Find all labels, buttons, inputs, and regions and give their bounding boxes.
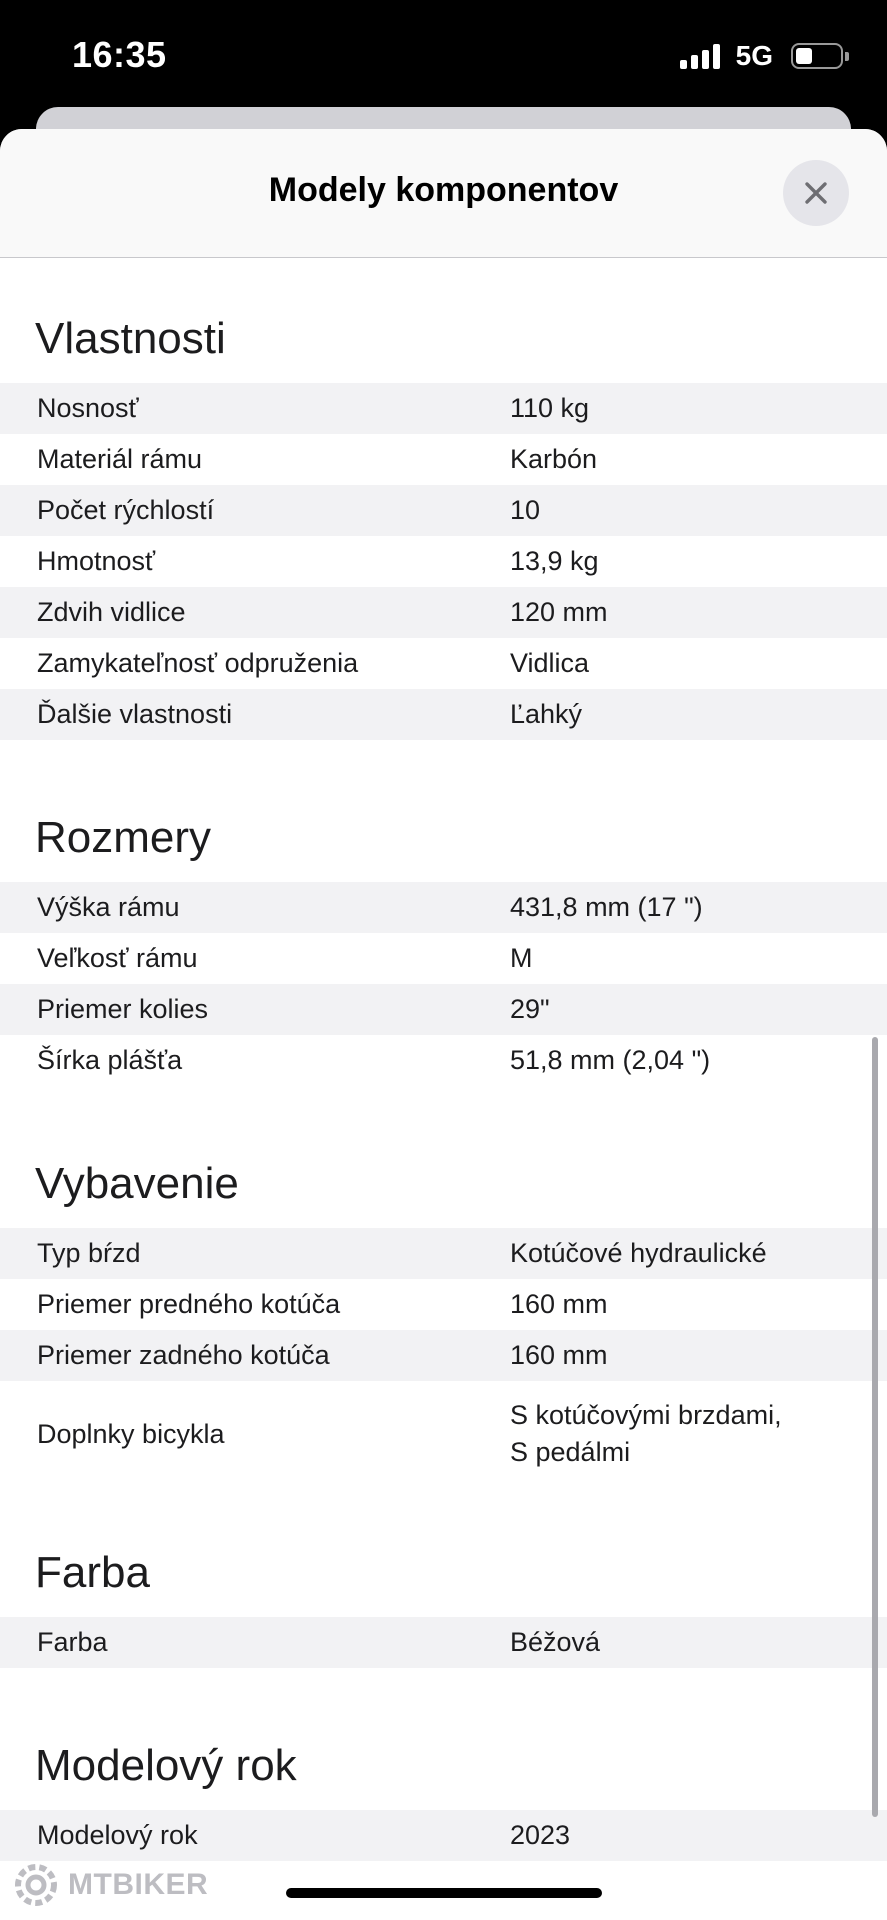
- row-value: Vidlica: [510, 648, 590, 678]
- row-value: 29": [510, 994, 550, 1024]
- row-value-line: S pedálmi: [510, 1437, 631, 1467]
- list-item: [0, 1279, 887, 1330]
- row-label: Šírka plášťa: [37, 1045, 183, 1075]
- row-label: Počet rýchlostí: [37, 495, 215, 525]
- section-title-modelovy-rok: Modelový rok: [35, 1741, 297, 1790]
- row-value: 51,8 mm (2,04 "): [510, 1045, 711, 1075]
- list-item: [0, 1035, 887, 1086]
- row-value: 120 mm: [510, 597, 608, 627]
- section-title-farba: Farba: [35, 1548, 150, 1597]
- sheet-title: Modely komponentov: [268, 171, 619, 209]
- row-value: 110 kg: [510, 393, 590, 423]
- mtbiker-logo-icon: [12, 1861, 60, 1909]
- list-item: [0, 383, 887, 434]
- close-icon: [801, 178, 831, 208]
- status-time: 16:35: [72, 34, 167, 75]
- row-value: 431,8 mm (17 "): [510, 892, 703, 922]
- row-label: Výška rámu: [37, 892, 180, 922]
- watermark: [12, 1861, 208, 1909]
- row-label: Materiál rámu: [37, 444, 203, 474]
- equipment-list: [0, 1228, 887, 1487]
- row-value: Karbón: [510, 444, 598, 474]
- list-item: [0, 1381, 887, 1487]
- sheet-content: [0, 259, 887, 1861]
- network-label: 5G: [735, 40, 773, 71]
- list-item: [0, 933, 887, 984]
- color-list: [0, 1617, 887, 1668]
- row-label: Modelový rok: [37, 1820, 198, 1850]
- row-label: Zdvih vidlice: [37, 597, 186, 627]
- row-value: 10: [510, 495, 541, 525]
- row-label: Priemer kolies: [37, 994, 209, 1024]
- list-item: [0, 984, 887, 1035]
- row-label: Hmotnosť: [37, 546, 156, 576]
- list-item: [0, 1330, 887, 1381]
- properties-list: [0, 383, 887, 740]
- list-item: [0, 1810, 887, 1861]
- watermark-text: MTBIKER: [68, 1868, 209, 1901]
- list-item: [0, 689, 887, 740]
- status-icons: [680, 40, 843, 72]
- status-bar: [0, 0, 887, 108]
- list-item: [0, 882, 887, 933]
- row-label: Zamykateľnosť odpruženia: [37, 648, 359, 678]
- battery-icon: [791, 43, 843, 69]
- row-label: Veľkosť rámu: [37, 943, 198, 973]
- signal-icon: [680, 43, 720, 69]
- section-title-vlastnosti: Vlastnosti: [35, 314, 226, 363]
- components-sheet: [0, 129, 887, 1920]
- sheet-header: [0, 129, 887, 258]
- section-title-rozmery: Rozmery: [35, 813, 212, 862]
- row-value: M: [510, 943, 533, 973]
- row-value: 13,9 kg: [510, 546, 599, 576]
- row-label: Priemer predného kotúča: [37, 1289, 341, 1319]
- list-item: [0, 434, 887, 485]
- list-item: [0, 1228, 887, 1279]
- row-value: Kotúčové hydraulické: [510, 1238, 767, 1268]
- list-item: [0, 638, 887, 689]
- row-label: Farba: [37, 1627, 108, 1657]
- dimensions-list: [0, 882, 887, 1086]
- scroll-indicator[interactable]: [872, 1037, 878, 1817]
- row-value: 2023: [510, 1820, 571, 1850]
- row-label: Ďalšie vlastnosti: [37, 699, 233, 729]
- row-value-line: S kotúčovými brzdami,: [510, 1400, 782, 1430]
- section-title-vybavenie: Vybavenie: [35, 1159, 239, 1208]
- list-item: [0, 536, 887, 587]
- list-item: [0, 587, 887, 638]
- list-item: [0, 1617, 887, 1668]
- row-value: Ľahký: [510, 699, 583, 729]
- list-item: [0, 485, 887, 536]
- row-label: Nosnosť: [37, 393, 139, 423]
- row-value: Béžová: [510, 1627, 601, 1657]
- close-button[interactable]: [783, 160, 849, 226]
- model-year-list: [0, 1810, 887, 1861]
- row-label: Typ bŕzd: [37, 1238, 141, 1268]
- home-indicator[interactable]: [286, 1888, 602, 1898]
- row-value: 160 mm: [510, 1340, 608, 1370]
- row-label: Doplnky bicykla: [37, 1418, 225, 1449]
- row-value: 160 mm: [510, 1289, 608, 1319]
- row-value: [510, 1397, 887, 1471]
- row-label: Priemer zadného kotúča: [37, 1340, 330, 1370]
